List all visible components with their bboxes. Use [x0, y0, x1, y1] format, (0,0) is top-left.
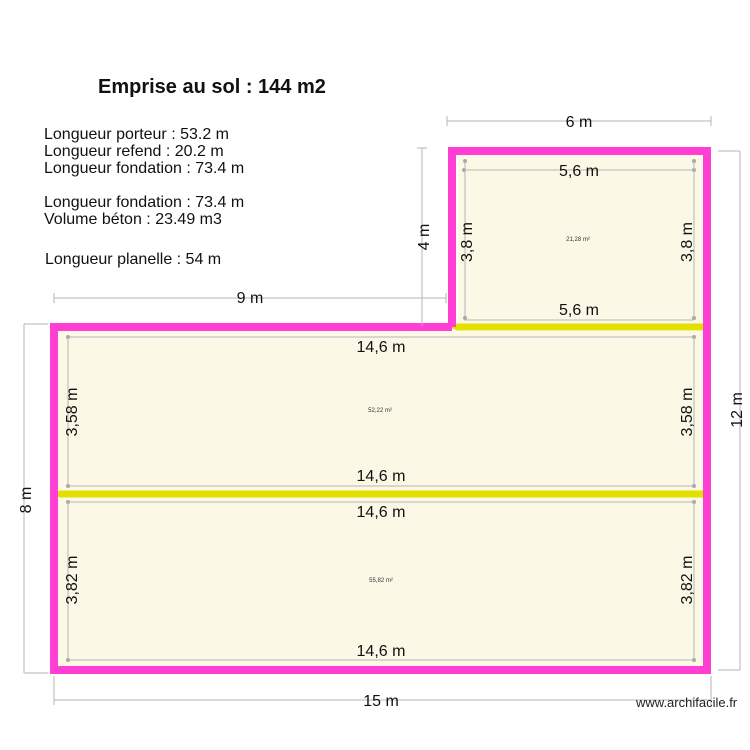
dim-label: 14,6 m — [356, 504, 406, 521]
longueur-planelle-label: Longueur planelle : 54 m — [45, 251, 222, 268]
room-middle-area: 52,22 m² — [368, 408, 392, 414]
dim-top-height-outer — [416, 148, 433, 326]
longueur-fondation-label: Longueur fondation : 73.4 m — [44, 160, 245, 177]
dim-label: 3,58 m — [679, 387, 696, 437]
longueur-porteur-label: Longueur porteur : 53.2 m — [44, 126, 230, 143]
dim-top-width-outer — [447, 114, 711, 131]
dim-label: 3,82 m — [679, 555, 696, 605]
dim-label: 3,58 m — [64, 387, 81, 437]
dim-label: 14,6 m — [356, 643, 406, 660]
dim-label: 8 m — [18, 486, 35, 514]
volume-beton-label: Volume béton : 23.49 m3 — [44, 211, 222, 228]
dim-label: 4 m — [416, 223, 433, 251]
dim-label: 3,8 m — [679, 221, 696, 263]
dim-label: 5,6 m — [558, 302, 600, 319]
dim-label: 14,6 m — [356, 339, 406, 356]
dim-left-upper-width — [54, 290, 446, 307]
dim-label: 6 m — [565, 114, 593, 131]
dim-label: 3,82 m — [64, 555, 81, 605]
dim-left-height — [18, 324, 48, 673]
room-top-right-area: 21,28 m² — [566, 237, 590, 243]
dim-label: 12 m — [729, 392, 746, 428]
longueur-refend-label: Longueur refend : 20.2 m — [44, 143, 224, 160]
dim-label: 9 m — [236, 290, 264, 307]
dim-label: 3,8 m — [459, 221, 476, 263]
dim-total-width — [54, 676, 711, 710]
page-title: Emprise au sol : 144 m2 — [98, 76, 326, 98]
room-bottom-area: 55,82 m² — [369, 578, 393, 584]
dim-label: 14,6 m — [356, 468, 406, 485]
dim-label: 5,6 m — [558, 163, 600, 180]
dim-total-height — [718, 151, 746, 670]
longueur-fondation-label-2: Longueur fondation : 73.4 m — [44, 194, 245, 211]
dim-label: 15 m — [363, 693, 399, 710]
watermark: www.archifacile.fr — [636, 695, 738, 710]
